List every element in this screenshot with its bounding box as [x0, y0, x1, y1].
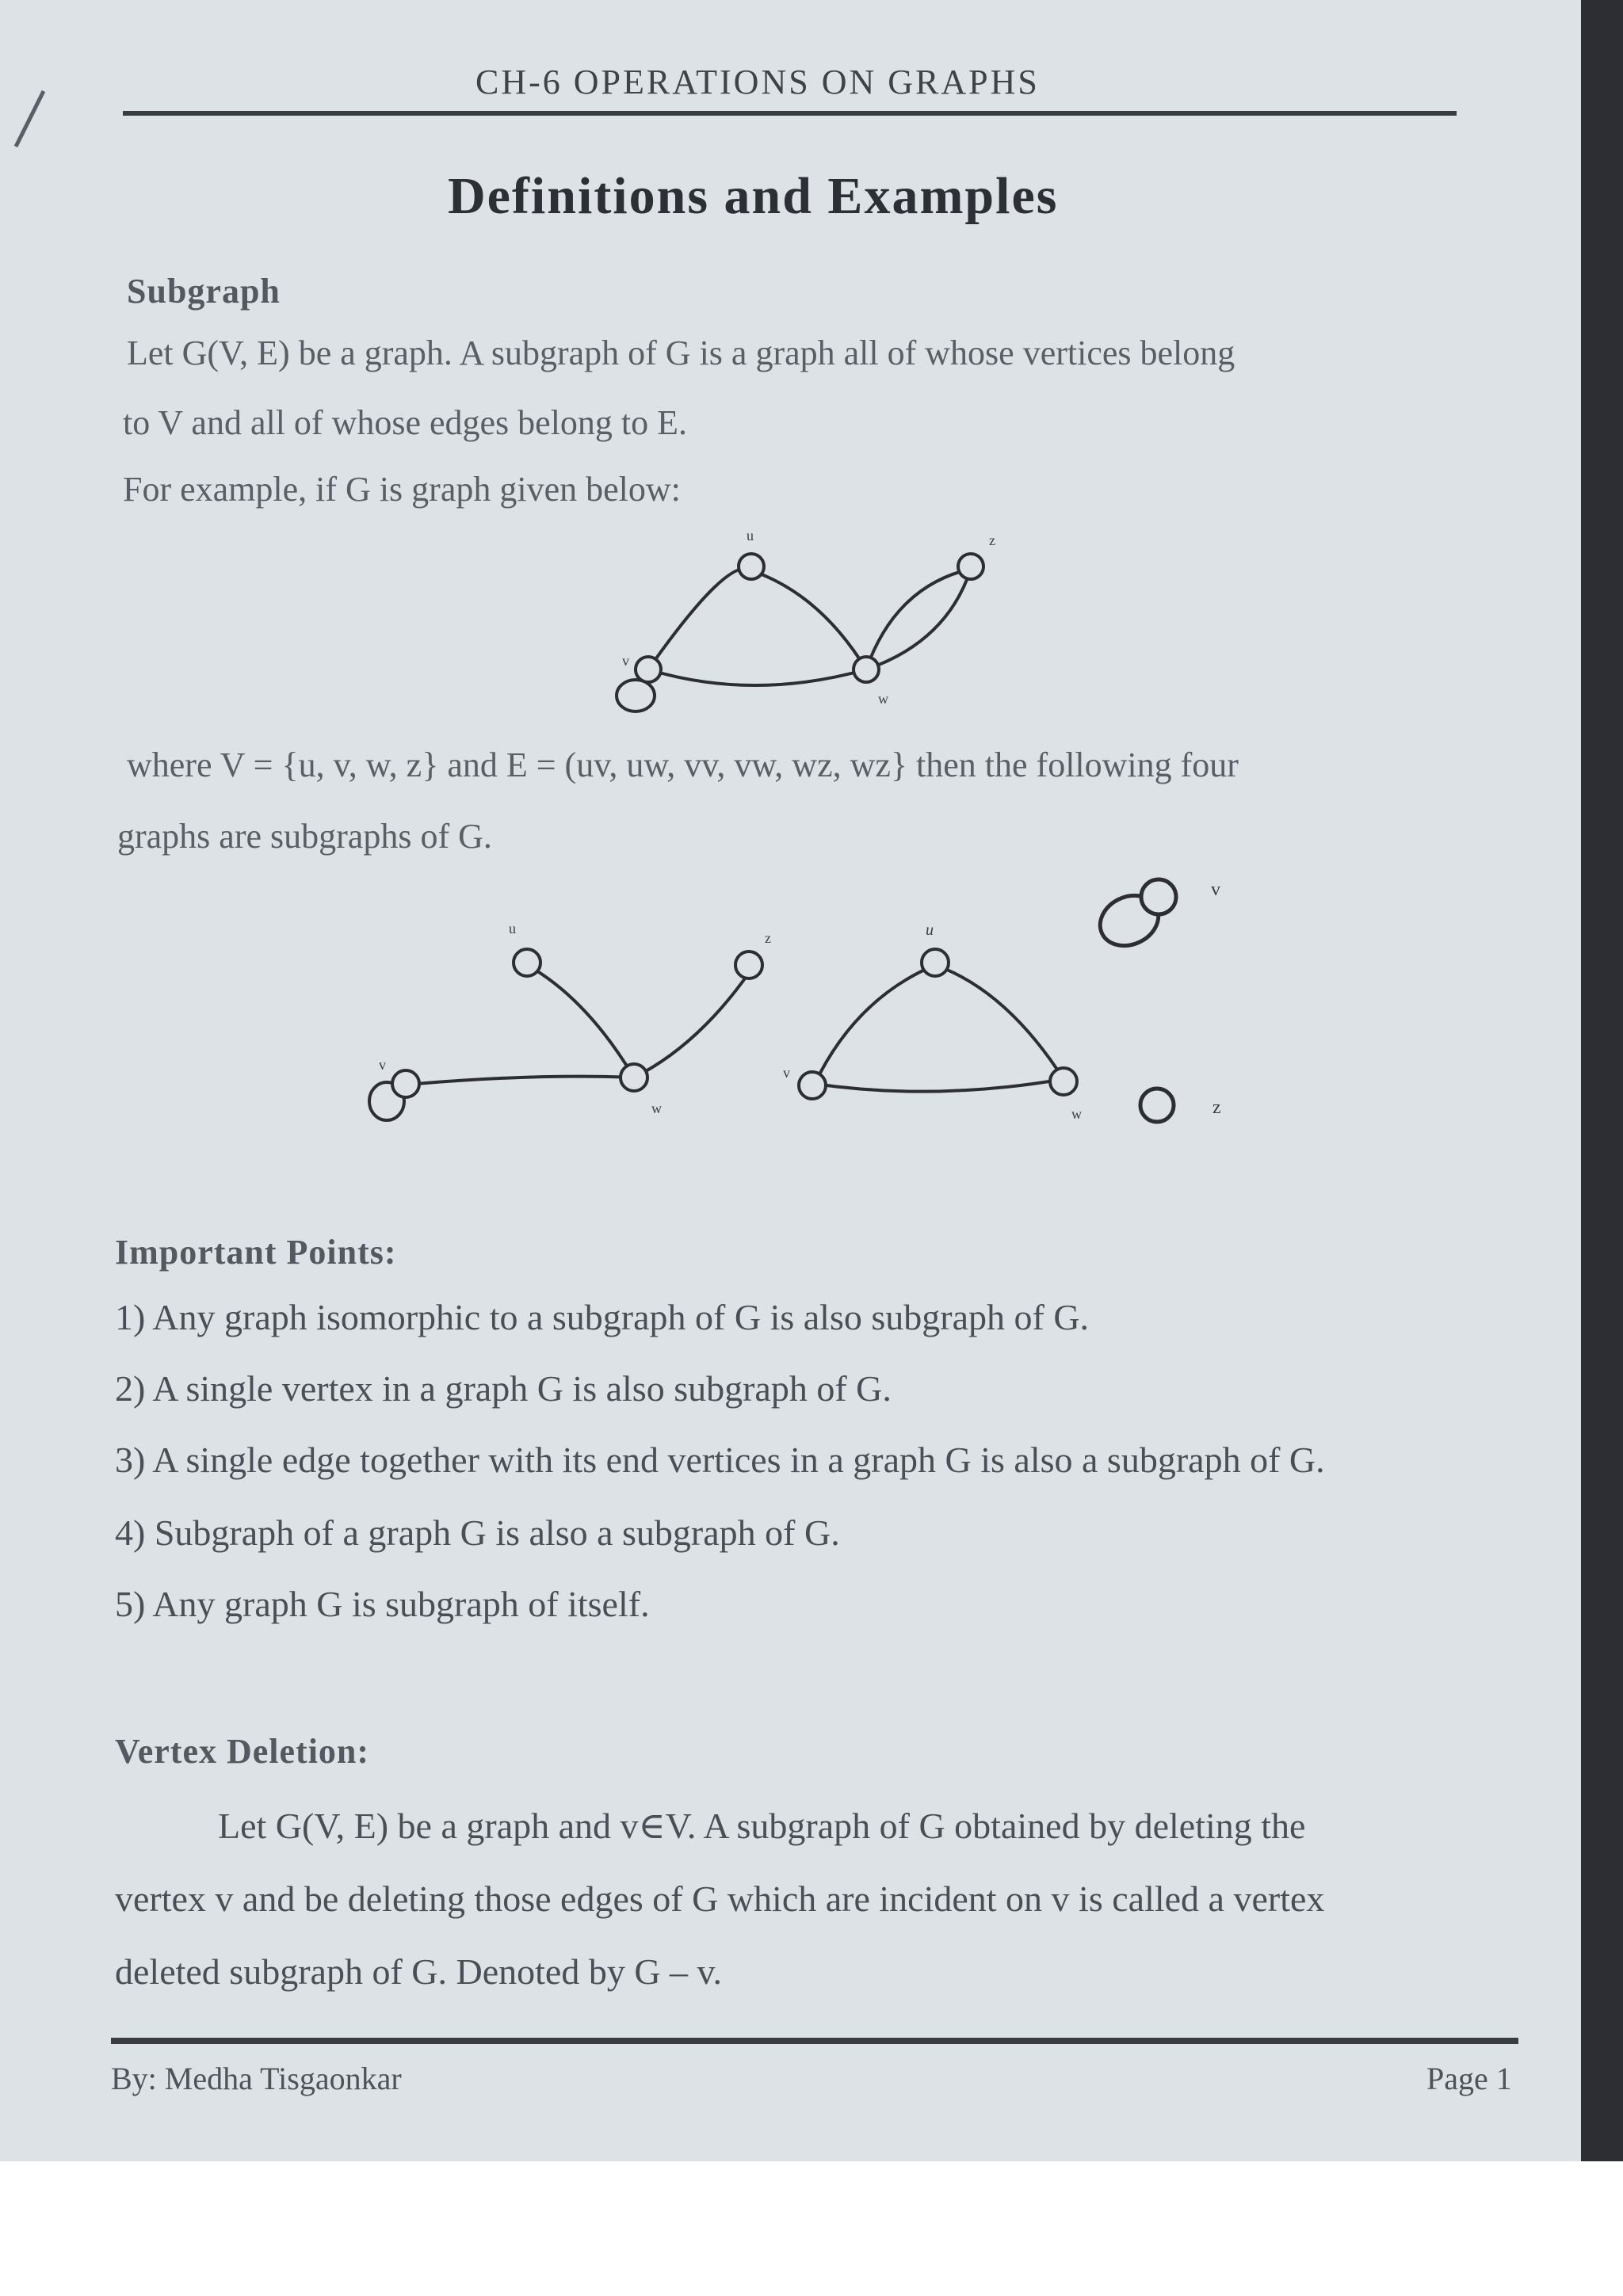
important-point-4: 4) Subgraph of a graph G is also a subgraph of G. [115, 1512, 840, 1553]
header-rule [123, 111, 1457, 116]
subgraph-definition-line-1: Let G(V, E) be a graph. A subgraph of G is a graph all of whose vertices belong [127, 334, 1235, 372]
important-points-heading: Important Points: [115, 1233, 397, 1272]
subgraph-4 [1125, 1077, 1244, 1141]
sub1-label-v: v [379, 1057, 386, 1073]
important-point-5: 5) Any graph G is subgraph of itself. [115, 1584, 650, 1624]
footer-rule [111, 2038, 1518, 2044]
vertex-label-u: u [747, 528, 754, 543]
subgraph-heading: Subgraph [127, 272, 281, 311]
sub2-label-v: v [783, 1065, 790, 1081]
sub2-label-w: w [1071, 1106, 1082, 1122]
sub1-label-u: u [509, 921, 516, 936]
graph-g [586, 515, 1030, 729]
example-intro: For example, if G is graph given below: [123, 470, 681, 509]
page-edge-shadow [1581, 0, 1623, 2161]
vertex-label-w: w [878, 691, 888, 707]
subgraph-1 [349, 911, 792, 1149]
footer-author: By: Medha Tisgaonkar [111, 2061, 402, 2096]
subgraph-definition-line-2: to V and all of whose edges belong to E. [123, 403, 688, 442]
sub1-label-w: w [651, 1100, 662, 1116]
sub4-label-z: z [1212, 1097, 1221, 1118]
subgraph-2 [777, 911, 1109, 1149]
where-line-1: where V = {u, v, w, z} and E = (uv, uw, vv, vw, wz, wz} then the following four [127, 746, 1239, 784]
pencil-mark [0, 0, 111, 158]
vertex-deletion-heading: Vertex Deletion: [115, 1732, 370, 1771]
vertex-label-v: v [622, 653, 629, 669]
sub3-label-v: v [1211, 879, 1220, 900]
subgraph-3 [1086, 864, 1244, 974]
vertex-deletion-line-2: vertex v and be deleting those edges of G which are incident on v is called a vertex [115, 1878, 1325, 1919]
where-line-2: graphs are subgraphs of G. [117, 817, 492, 856]
important-point-1: 1) Any graph isomorphic to a subgraph of G is also subgraph of G. [115, 1297, 1090, 1337]
sub2-label-u: u [926, 921, 934, 939]
important-point-3: 3) A single edge together with its end vertices in a graph G is also a subgraph of G. [115, 1440, 1325, 1480]
chapter-title: CH-6 OPERATIONS ON GRAPHS [475, 63, 1040, 101]
vertex-label-z: z [989, 532, 995, 548]
sub1-label-z: z [765, 930, 771, 946]
footer-page-number: Page 1 [1426, 2061, 1512, 2096]
page-title: Definitions and Examples [448, 167, 1059, 225]
vertex-deletion-line-1: Let G(V, E) be a graph and v∈V. A subgraph of G obtained by deleting the [218, 1806, 1306, 1846]
important-point-2: 2) A single vertex in a graph G is also subgraph of G. [115, 1368, 892, 1409]
vertex-deletion-line-3: deleted subgraph of G. Denoted by G – v. [115, 1951, 723, 1992]
